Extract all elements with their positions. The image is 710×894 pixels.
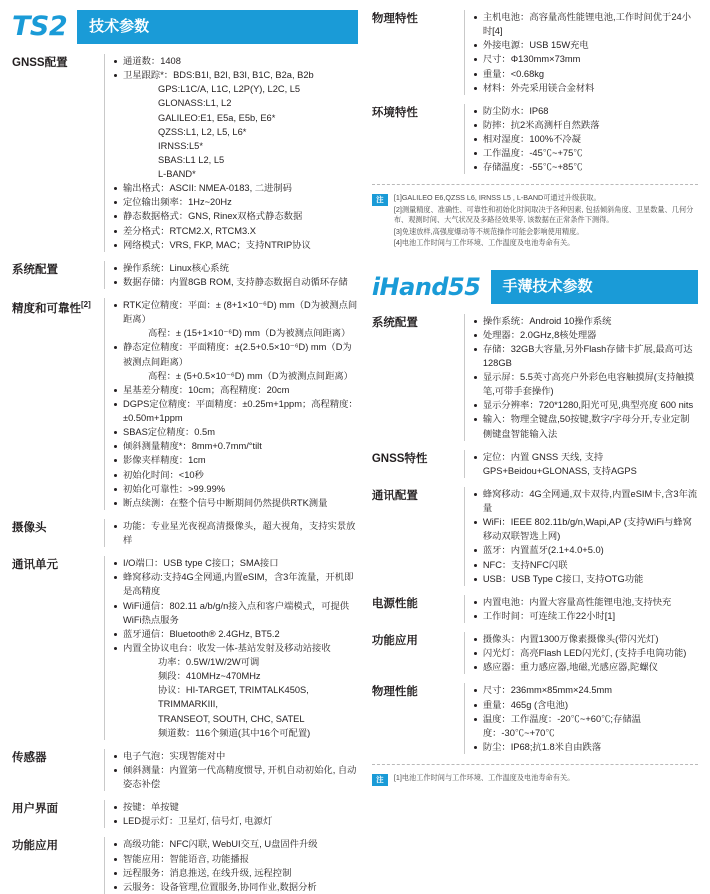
spec-item: 工作时间：可连续工作22小时[1] — [474, 609, 698, 623]
spec-item: 输出格式：ASCII: NMEA-0183, 二进制码 — [114, 181, 358, 195]
spec-item: 存储温度：-55℃~+85℃ — [474, 160, 698, 174]
section-title: 环境特性 — [371, 106, 418, 119]
spec-item: 静态数据格式：GNS, Rinex双格式静态数据 — [114, 209, 358, 223]
spec-item: 协议：HI-TARGET, TRIMTALK450S, TRIMMARKIII, — [158, 685, 309, 710]
spec-item: 云服务：设备管理,位置服务,协同作业,数据分析 — [114, 880, 358, 894]
spec-item: LED提示灯：卫星灯, 信号灯, 电源灯 — [114, 814, 358, 828]
section-body — [104, 749, 358, 791]
spec-item: 重量：<0.68kg — [474, 67, 698, 81]
spec-item: GPS:L1C/A, L1C, L2P(Y), L2C, L5 — [158, 84, 301, 95]
spec-item: 高程：± (15+1×10⁻⁶D) mm（D为被测点间距离） — [148, 328, 351, 339]
spec-item: 材料：外壳采用镁合金材料 — [474, 81, 698, 95]
section-body — [464, 487, 698, 586]
ts2-product-name: TS2 — [12, 11, 68, 42]
spec-item: 静态定位精度：平面精度：±(2.5+0.5×10⁻⁶D) mm（D为被测点间距离） — [114, 340, 358, 368]
section-body — [464, 10, 698, 95]
spec-item: RTK定位精度：平面：± (8+1×10⁻⁶D) mm（D为被测点间距离） — [114, 298, 358, 326]
ihand55-footnote-lines — [394, 773, 698, 786]
spec-item: 定位：内置 GNSS 天线, 支持GPS+Beidou+GLONASS, 支持AGPS — [474, 450, 698, 478]
section-title: 物理性能 — [371, 686, 418, 699]
spec-item: 高程：± (5+0.5×10⁻⁶D) mm（D为被测点间距离） — [148, 370, 353, 381]
spec-item: 工作温度：-45℃~+75℃ — [474, 146, 698, 160]
spec-item: SBAS:L1 L2, L5 — [158, 154, 225, 165]
spec-item: 相对湿度：100%不冷凝 — [474, 132, 698, 146]
section-title: 精度和可靠性[2] — [12, 300, 91, 315]
ts2-section-gnss配置 — [12, 54, 358, 252]
ts2-footnotes — [372, 193, 698, 249]
spec-item: 初始化可靠性：>99.99% — [114, 482, 358, 496]
section-body — [104, 837, 358, 894]
spec-item: WiFi：IEEE 802.11b/g/n,Wapi,AP (支持WiFi与蜂窝移动双联智选上网) — [474, 515, 698, 543]
ihand55-sections — [372, 314, 698, 755]
right-column — [372, 10, 698, 810]
spec-item: TRANSEOT, SOUTH, CHC, SATEL — [158, 713, 305, 724]
spec-list — [474, 10, 698, 95]
spec-list — [114, 54, 358, 252]
ts2-footnote-lines — [394, 193, 698, 249]
section-body — [464, 595, 698, 623]
spec-item: 显示分辨率：720*1280,阳光可见,典型亮度 600 nits — [474, 398, 698, 412]
footnote-line: [2]测量精度、准确性、可靠性和初始化时间取决于各种因素, 包括倾斜角度、卫星数量、几何分布、观测时间、大气状况及多路径效果等, 该数据在正常条件下测得。 — [393, 204, 694, 225]
spec-item: 防尘防水：IP68 — [474, 104, 698, 118]
spec-item: 显示屏：5.5英寸高亮户外彩色电容触摸屏(支持触摸笔,可带手套操作) — [474, 370, 698, 398]
spec-item: 主机电池：高容量高性能锂电池,工作时间优于24小时[4] — [474, 10, 698, 38]
section-title: 系统配置 — [12, 263, 58, 276]
section-title: 摄像头 — [12, 521, 47, 534]
ts2-section-用户界面 — [12, 800, 358, 828]
ts2-section-摄像头 — [12, 519, 358, 547]
ts2-section-物理特性 — [372, 10, 698, 95]
section-title: 用户界面 — [12, 803, 58, 816]
spec-item: GALILEO:E1, E5a, E5b, E6* — [158, 112, 276, 123]
section-title: 系统配置 — [371, 316, 418, 329]
spec-item: I/O端口：USB type C接口；SMA接口 — [114, 556, 358, 570]
section-title: 电源性能 — [371, 597, 418, 610]
spec-item: 内置电池：内置大容量高性能锂电池,支持快充 — [474, 595, 698, 609]
spec-list — [474, 632, 698, 674]
section-title: 通讯单元 — [12, 559, 58, 572]
section-body — [104, 261, 358, 289]
section-title-superscript: [2] — [81, 300, 91, 309]
ihand55-section-物理性能 — [372, 683, 698, 754]
spec-item: 网络模式：VRS, FKP, MAC；支持NTRIP协议 — [114, 238, 358, 252]
footnote-line: [1]GALILEO E6,QZSS L6, IRNSS L5 , L-BAND可通过升级获取。 — [393, 193, 601, 203]
spec-item: WiFi通信：802.11 a/b/g/n接入点和客户端模式，可提供WiFi热点服务 — [114, 599, 358, 627]
spec-item: IRNSS:L5* — [158, 140, 203, 151]
section-body — [464, 450, 698, 478]
spec-item: 智能应用：智能语音, 功能播报 — [114, 852, 358, 866]
ihand55-product-header — [372, 270, 698, 304]
ihand55-footnotes — [372, 773, 698, 786]
section-title: 通讯配置 — [371, 489, 418, 502]
spec-item: 存储：32GB大容量,另外Flash存储卡扩展,最高可达128GB — [474, 342, 698, 370]
ihand55-section-系统配置 — [372, 314, 698, 441]
section-title: 功能应用 — [371, 635, 418, 648]
section-body — [104, 800, 358, 828]
spec-item: 防摔：抗2米高测杆自然跌落 — [474, 118, 698, 132]
spec-item: 外接电源：USB 15W充电 — [474, 38, 698, 52]
section-body — [104, 556, 358, 740]
section-title: 物理特性 — [371, 13, 418, 25]
ts2-section-精度和可靠性 — [12, 298, 358, 510]
spec-list — [474, 595, 698, 623]
ts2-section-功能应用 — [12, 837, 358, 894]
spec-item: NFC：支持NFC闪联 — [474, 558, 698, 572]
spec-item: SBAS定位精度：0.5m — [114, 425, 358, 439]
note-badge-icon: 注 — [372, 194, 388, 206]
ihand55-section-通讯配置 — [372, 487, 698, 586]
spec-item: 操作系统：Android 10操作系统 — [474, 314, 698, 328]
footnote-line: [3]免速放样,高强度爆动等不规范操作可能会影响使用精度。 — [393, 226, 584, 236]
ts2-section-banner: 技术参数 — [77, 10, 358, 44]
spec-list — [474, 683, 698, 754]
section-title: GNSS特性 — [371, 452, 428, 465]
spec-item: 频道数：116个频道(其中16个可配置) — [158, 727, 311, 738]
section-body — [464, 314, 698, 441]
spec-item: 高级功能：NFC闪联, WebUI交互, U盘固件升级 — [114, 837, 358, 851]
spec-item: GLONASS:L1, L2 — [158, 98, 232, 109]
spec-item: 感应器：重力感应器,地磁,光感应器,陀螺仪 — [474, 660, 698, 674]
spec-list — [474, 450, 698, 478]
spec-list — [474, 104, 698, 175]
ihand55-section-电源性能 — [372, 595, 698, 623]
spec-item: 数据存储：内置8GB ROM, 支持静态数据自动循环存储 — [114, 275, 358, 289]
ihand55-product-name: iHand55 — [371, 272, 481, 301]
spec-item: 倾斜测量：内置第一代高精度惯导, 开机自动初始化, 自动姿态补偿 — [114, 763, 358, 791]
spec-item: 温度：工作温度：-20℃~+60℃;存储温度：-30℃~+70℃ — [474, 712, 698, 740]
ts2-section-系统配置 — [12, 261, 358, 289]
spec-item: 尺寸：236mm×85mm×24.5mm — [474, 683, 698, 697]
spec-item: 摄像头：内置1300万像素摄像头(带闪光灯) — [474, 632, 698, 646]
ts2-sections — [12, 54, 358, 894]
spec-list — [474, 487, 698, 586]
note-badge-icon: 注 — [372, 774, 388, 786]
spec-item: 星基差分精度：10cm；高程精度：20cm — [114, 383, 358, 397]
footnote-line: [4]电池工作时间与工作环境、工作温度及电池寿命有关。 — [393, 238, 575, 248]
spec-item: 重量：465g (含电池) — [474, 698, 698, 712]
spec-item: 内置全协议电台：收发一体-基站发射及移动站接收 — [114, 641, 358, 655]
spec-item: 蜂窝移动:支持4G全网通,内置eSIM，含3年流量，开机即是高精度 — [114, 570, 358, 598]
spec-item: 通道数：1408 — [114, 54, 358, 68]
ihand55-section-gnss特性 — [372, 450, 698, 478]
spec-item: 断点续测：在整个信号中断期间仍然提供RTK测量 — [114, 496, 358, 510]
ts2-physical-env-sections — [372, 10, 698, 174]
spec-item: 定位输出频率：1Hz~20Hz — [114, 195, 358, 209]
spec-item: 远程服务：消息推送, 在线升级, 远程控制 — [114, 866, 358, 880]
divider-dashed-top — [372, 184, 698, 185]
spec-item: 操作系统：Linux核心系统 — [114, 261, 358, 275]
spec-item: 处理器：2.0GHz,8核处理器 — [474, 328, 698, 342]
spec-item: 蓝牙：内置蓝牙(2.1+4.0+5.0) — [474, 543, 698, 557]
spec-item: 影像夹样精度：1cm — [114, 453, 358, 467]
spec-item: L-BAND* — [158, 169, 196, 179]
spec-item: 频段：410MHz~470MHz — [158, 671, 261, 682]
section-title: GNSS配置 — [12, 57, 68, 69]
spec-item: 防尘：IP68;抗1.8米自由跌落 — [474, 740, 698, 754]
spec-list — [114, 261, 358, 289]
spec-item: 尺寸：Φ130mm×73mm — [474, 52, 698, 66]
section-title: 传感器 — [12, 751, 47, 764]
spec-item: 电子气泡：实现智能对中 — [114, 749, 358, 763]
spec-list — [114, 749, 358, 791]
ts2-product-header — [12, 10, 358, 44]
spec-list — [474, 314, 698, 441]
spec-item: 功率：0.5W/1W/2W可调 — [158, 657, 260, 667]
spec-list — [114, 556, 358, 740]
spec-list — [114, 837, 358, 894]
spec-item: 按键：单按键 — [114, 800, 358, 814]
footnote-line: [1]电池工作时间与工作环境、工作温度及电池寿命有关。 — [393, 773, 575, 783]
spec-list — [114, 800, 358, 828]
section-body — [464, 632, 698, 674]
spec-item: 倾斜测量精度*：8mm+0.7mm/°tilt — [114, 439, 358, 453]
section-body — [464, 683, 698, 754]
spec-item: 功能：专业星光夜视高清摄像头，超大视角，支持实景放样 — [114, 519, 358, 547]
section-body — [104, 54, 358, 252]
ts2-section-通讯单元 — [12, 556, 358, 740]
spec-item: 蓝牙通信：Bluetooth® 2.4GHz, BT5.2 — [114, 627, 358, 641]
spec-item: 闪光灯：高亮Flash LED闪光灯, (支持手电筒功能) — [474, 646, 698, 660]
spec-item: DGPS定位精度：平面精度：±0.25m+1ppm；高程精度：±0.50m+1ppm — [114, 397, 358, 425]
spec-list — [114, 519, 358, 547]
spec-item: 初始化时间：<10秒 — [114, 468, 358, 482]
ts2-section-传感器 — [12, 749, 358, 791]
section-title: 功能应用 — [12, 840, 58, 853]
ihand55-section-banner: 手薄技术参数 — [491, 270, 699, 304]
ihand55-section-功能应用 — [372, 632, 698, 674]
left-column — [12, 10, 358, 892]
divider-dashed-bottom — [372, 764, 698, 765]
ts2-section-环境特性 — [372, 104, 698, 175]
spec-item: 差分格式：RTCM2.X, RTCM3.X — [114, 224, 358, 238]
spec-item: USB：USB Type C接口, 支持OTG功能 — [474, 572, 698, 586]
spec-item: 卫星跟踪*：BDS:B1I, B2I, B3I, B1C, B2a, B2b — [114, 68, 358, 82]
spec-item: 蜂窝移动：4G全网通,双卡双待,内置eSIM卡,含3年流量 — [474, 487, 698, 515]
section-body — [464, 104, 698, 175]
spec-item: QZSS:L1, L2, L5, L6* — [158, 126, 247, 137]
spec-item: 输入：物理全键盘,50按键,数字/字母分开,专业定制侧键盘智能输入法 — [474, 412, 698, 440]
spec-list — [114, 298, 358, 510]
section-body — [104, 519, 358, 547]
section-body — [104, 298, 358, 510]
